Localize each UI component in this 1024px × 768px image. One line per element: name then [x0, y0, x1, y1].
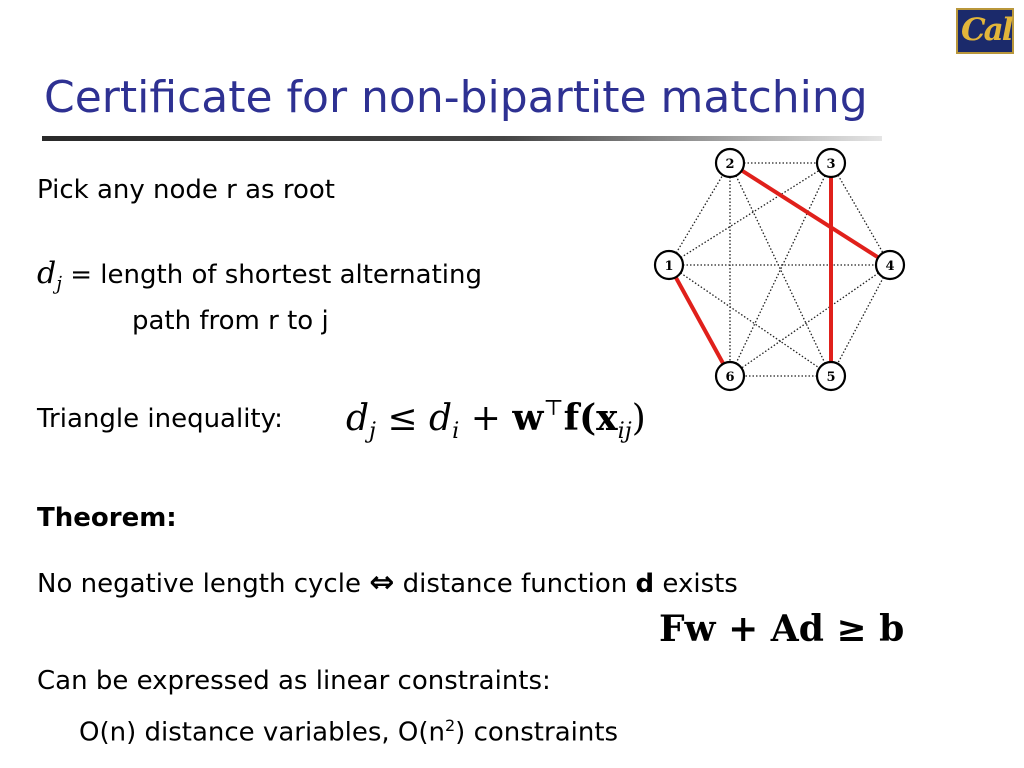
linear-constraints-line: Can be expressed as linear constraints:	[37, 666, 551, 696]
graph-node-label: 3	[826, 157, 836, 172]
slide-title: Certificate for non-bipartite matching	[44, 72, 868, 123]
theorem-statement: No negative length cycle ⇔ distance function d exists	[37, 565, 738, 600]
graph-node-6	[716, 362, 744, 390]
graph-node-label: 5	[826, 370, 836, 385]
graph-node-label: 1	[664, 259, 674, 274]
dj-definition-text-2: path from r to j	[132, 306, 329, 336]
graph-edges	[669, 163, 890, 376]
edge-4-6	[730, 265, 890, 376]
matching-graph	[640, 140, 940, 400]
cal-logo	[956, 8, 1014, 54]
edge-1-5	[669, 265, 831, 376]
graph-node-label: 4	[885, 259, 895, 274]
edge-3-4	[831, 163, 890, 265]
constraint-equation: Fw + Ad ≥ b	[659, 608, 905, 650]
graph-node-5	[817, 362, 845, 390]
edge-1-2	[669, 163, 730, 265]
pick-root-line: Pick any node r as root	[37, 175, 335, 205]
graph-node-3	[817, 149, 845, 177]
edge-4-5	[831, 265, 890, 376]
dj-symbol: $d_j$	[37, 256, 62, 295]
triangle-label: Triangle inequality:	[37, 404, 283, 434]
variables-count-line: O(n) distance variables, $O(n^2)$ constraints	[79, 716, 619, 748]
cal-logo-text: Cal	[961, 12, 1012, 48]
theorem-label: Theorem:	[37, 503, 177, 533]
graph-node-2	[716, 149, 744, 177]
graph-nodes	[655, 149, 904, 390]
dj-definition-text: = length of shortest alternating	[70, 260, 482, 290]
graph-node-label: 2	[725, 157, 735, 172]
iff-arrow-icon: ⇔	[369, 565, 395, 600]
dj-definition-line	[37, 256, 482, 295]
matched-edge-1-6	[669, 265, 730, 376]
graph-node-1	[655, 251, 683, 279]
triangle-equation: $d_j \le d_i + w^⊤f(x_{ij})$	[346, 396, 646, 444]
graph-node-label: 6	[725, 370, 735, 385]
graph-node-4	[876, 251, 904, 279]
